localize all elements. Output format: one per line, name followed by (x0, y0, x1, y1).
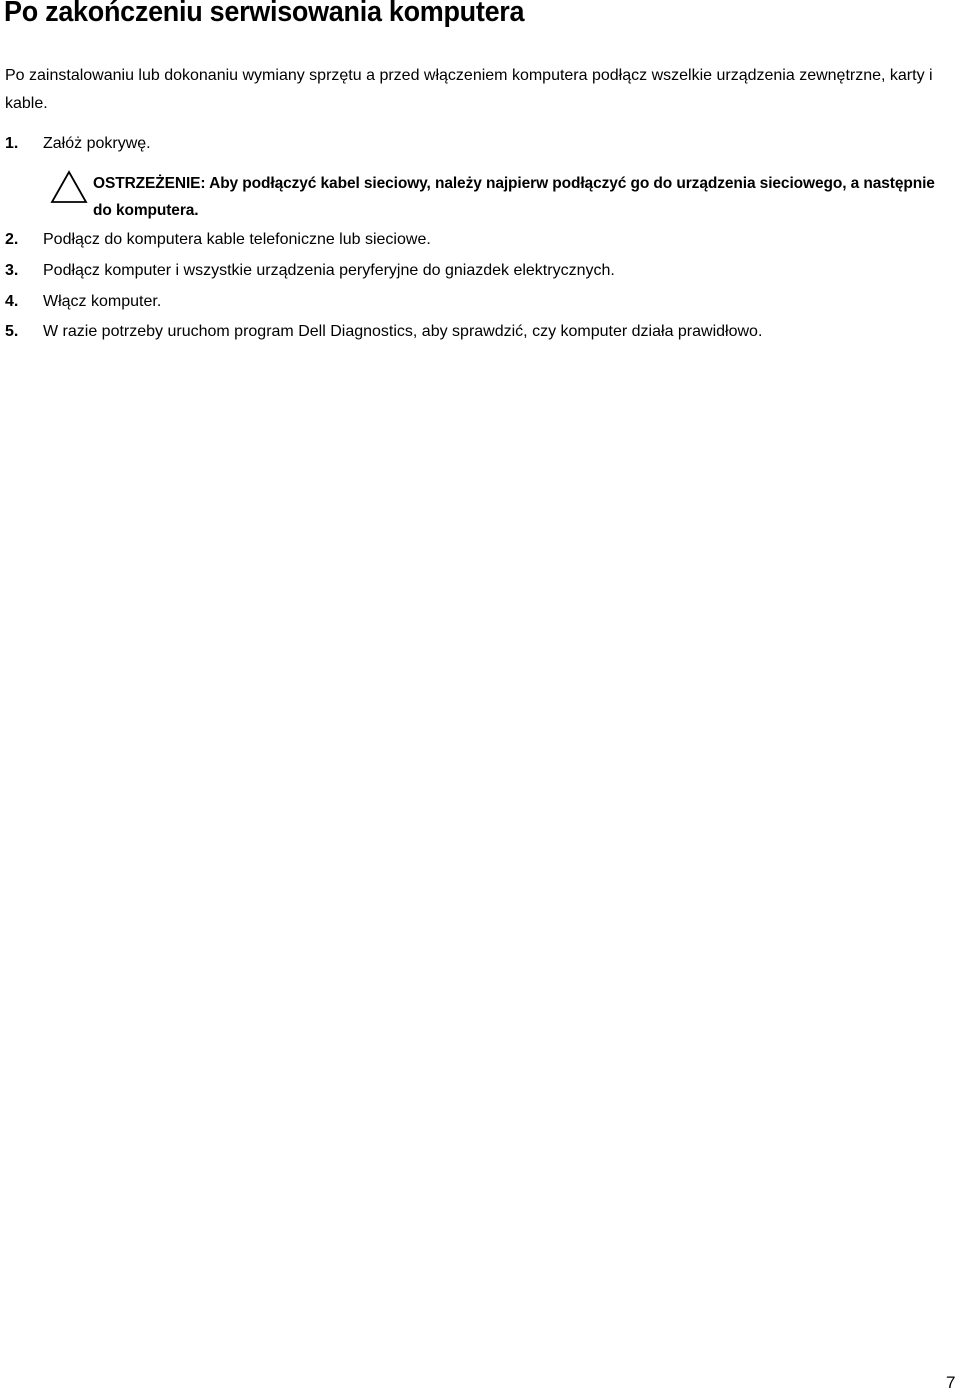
step-number: 4. (5, 293, 19, 310)
step-item-5 (5, 322, 762, 342)
step-item-4 (5, 292, 161, 312)
step-item-3 (5, 261, 615, 281)
step-text: W razie potrzeby uruchom program Dell Diagnostics, aby sprawdzić, czy komputer działa prawidłowo. (43, 323, 763, 340)
step-number: 2. (5, 231, 19, 248)
step-text: Załóż pokrywę. (43, 135, 151, 152)
step-text: Włącz komputer. (43, 293, 162, 310)
warning-text: OSTRZEŻENIE: Aby podłączyć kabel sieciowy, należy najpierw podłączyć go do urządzenia sieciowego, a następnie do komputera. (93, 175, 935, 219)
step-number: 5. (5, 323, 19, 340)
step-item-2 (5, 230, 431, 250)
step-number: 3. (5, 262, 19, 279)
warning-triangle-icon (50, 170, 88, 204)
step-item-1 (5, 134, 151, 154)
page-number: 7 (946, 1373, 956, 1392)
step-text: Podłącz do komputera kable telefoniczne lub sieciowe. (43, 231, 431, 248)
page-title: Po zakończeniu serwisowania komputera (4, 0, 525, 28)
step-number: 1. (5, 135, 19, 152)
step-text: Podłącz komputer i wszystkie urządzenia peryferyjne do gniazdek elektrycznych. (43, 262, 615, 279)
intro-paragraph: Po zainstalowaniu lub dokonaniu wymiany sprzętu a przed włączeniem komputera podłącz wszelkie urządzenia zewnętrzne, karty i kable. (5, 67, 933, 112)
